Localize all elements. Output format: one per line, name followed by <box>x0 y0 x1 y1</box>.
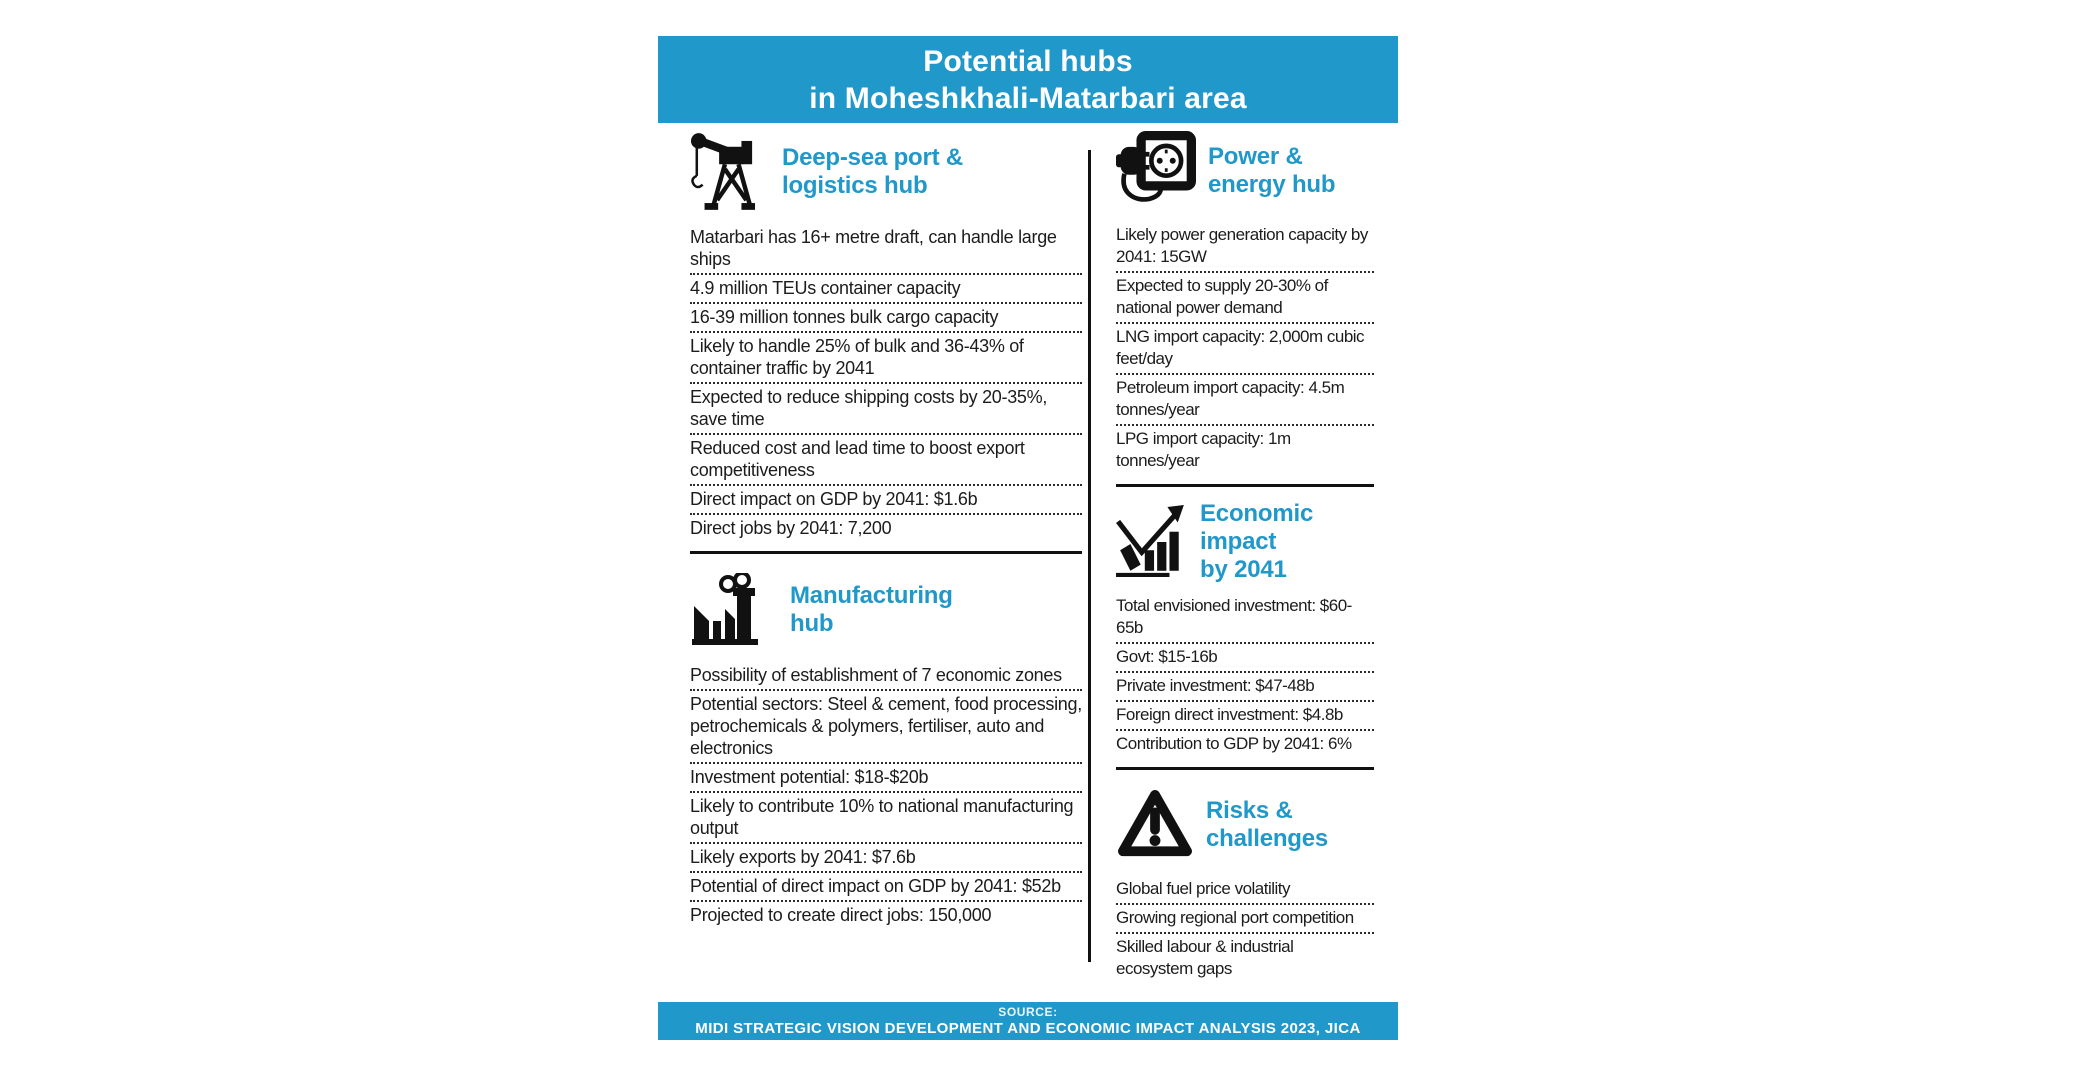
list-item: Foreign direct investment: $4.8b <box>1116 702 1374 731</box>
section-title-line: hub <box>790 610 834 637</box>
left-column <box>690 128 1082 929</box>
section-risks-title <box>1206 797 1328 853</box>
list-item: Possibility of establishment of 7 economic zones <box>690 662 1082 691</box>
crane-icon <box>690 130 756 214</box>
list-item: Likely exports by 2041: $7.6b <box>690 844 1082 873</box>
section-manufacturing <box>690 566 1082 929</box>
section-title-line: Economic <box>1200 500 1314 527</box>
section-risks-header <box>1116 782 1374 868</box>
section-separator <box>1116 484 1374 487</box>
list-item: Expected to reduce shipping costs by 20-35%, save time <box>690 384 1082 435</box>
list-item: Likely to handle 25% of bulk and 36-43% of container traffic by 2041 <box>690 333 1082 384</box>
section-title-line: logistics hub <box>782 172 928 199</box>
section-title-line: Risks & <box>1206 797 1293 824</box>
column-divider <box>1088 150 1091 962</box>
section-risks-list <box>1116 876 1374 983</box>
section-power-header <box>1116 128 1374 214</box>
section-risks <box>1116 782 1374 983</box>
section-economic-header <box>1116 499 1374 585</box>
warning-icon <box>1116 789 1194 861</box>
list-item: Matarbari has 16+ metre draft, can handle large ships <box>690 224 1082 275</box>
section-title-line: Manufacturing <box>790 582 953 609</box>
footer-bar <box>658 1002 1398 1040</box>
section-separator <box>690 551 1082 554</box>
list-item: Direct impact on GDP by 2041: $1.6b <box>690 486 1082 515</box>
section-economic-title <box>1200 500 1313 584</box>
section-power <box>1116 128 1374 475</box>
list-item: Likely power generation capacity by 2041: 15GW <box>1116 222 1374 273</box>
list-item: Potential sectors: Steel & cement, food processing, petrochemicals & polymers, fertiliser, auto and electronics <box>690 691 1082 764</box>
section-power-list <box>1116 222 1374 475</box>
page-title-line2: in Moheshkhali-Matarbari area <box>809 81 1247 115</box>
section-separator <box>1116 767 1374 770</box>
header-bar <box>658 36 1398 123</box>
list-item: Global fuel price volatility <box>1116 876 1374 905</box>
growth-chart-icon <box>1116 505 1188 579</box>
section-title-line: impact <box>1200 528 1277 555</box>
section-title-line: by 2041 <box>1200 556 1287 583</box>
list-item: Direct jobs by 2041: 7,200 <box>690 518 892 538</box>
list-item: LNG import capacity: 2,000m cubic feet/day <box>1116 324 1374 375</box>
section-manufacturing-header <box>690 566 1082 654</box>
section-title-line: challenges <box>1206 825 1329 852</box>
section-port-title <box>782 144 963 200</box>
section-economic-list <box>1116 593 1374 758</box>
list-item: Private investment: $47-48b <box>1116 673 1374 702</box>
section-title-line: Power & <box>1208 143 1303 170</box>
section-port-header <box>690 128 1082 216</box>
list-item: Reduced cost and lead time to boost export competitiveness <box>690 435 1082 486</box>
section-port <box>690 128 1082 542</box>
list-item: Projected to create direct jobs: 150,000 <box>690 905 992 925</box>
list-item: 16-39 million tonnes bulk cargo capacity <box>690 304 1082 333</box>
source-text: MIDI STRATEGIC VISION DEVELOPMENT AND ECONOMIC IMPACT ANALYSIS 2023, JICA <box>695 1020 1361 1037</box>
list-item: Petroleum import capacity: 4.5m tonnes/year <box>1116 375 1374 426</box>
factory-icon <box>690 573 764 647</box>
section-title-line: energy hub <box>1208 171 1336 198</box>
list-item: Likely to contribute 10% to national manufacturing output <box>690 793 1082 844</box>
list-item: Expected to supply 20-30% of national power demand <box>1116 273 1374 324</box>
page-title-line1: Potential hubs <box>923 44 1133 78</box>
section-port-list <box>690 224 1082 542</box>
list-item: Total envisioned investment: $60-65b <box>1116 593 1374 644</box>
list-item: Govt: $15-16b <box>1116 644 1374 673</box>
right-column <box>1116 128 1374 983</box>
section-title-line: Deep-sea port & <box>782 144 964 171</box>
list-item: Investment potential: $18-$20b <box>690 764 1082 793</box>
list-item: Growing regional port competition <box>1116 905 1374 934</box>
section-economic <box>1116 499 1374 758</box>
list-item: 4.9 million TEUs container capacity <box>690 275 1082 304</box>
list-item: Potential of direct impact on GDP by 2041: $52b <box>690 873 1082 902</box>
infographic-panel <box>658 36 1398 1040</box>
section-power-title <box>1208 143 1335 199</box>
list-item: Contribution to GDP by 2041: 6% <box>1116 734 1352 753</box>
section-manufacturing-title <box>790 582 953 638</box>
section-manufacturing-list <box>690 662 1082 929</box>
list-item: LPG import capacity: 1m tonnes/year <box>1116 429 1291 470</box>
source-label: SOURCE: <box>998 1005 1058 1019</box>
power-plug-icon <box>1116 131 1196 211</box>
list-item: Skilled labour & industrial ecosystem gaps <box>1116 937 1294 978</box>
